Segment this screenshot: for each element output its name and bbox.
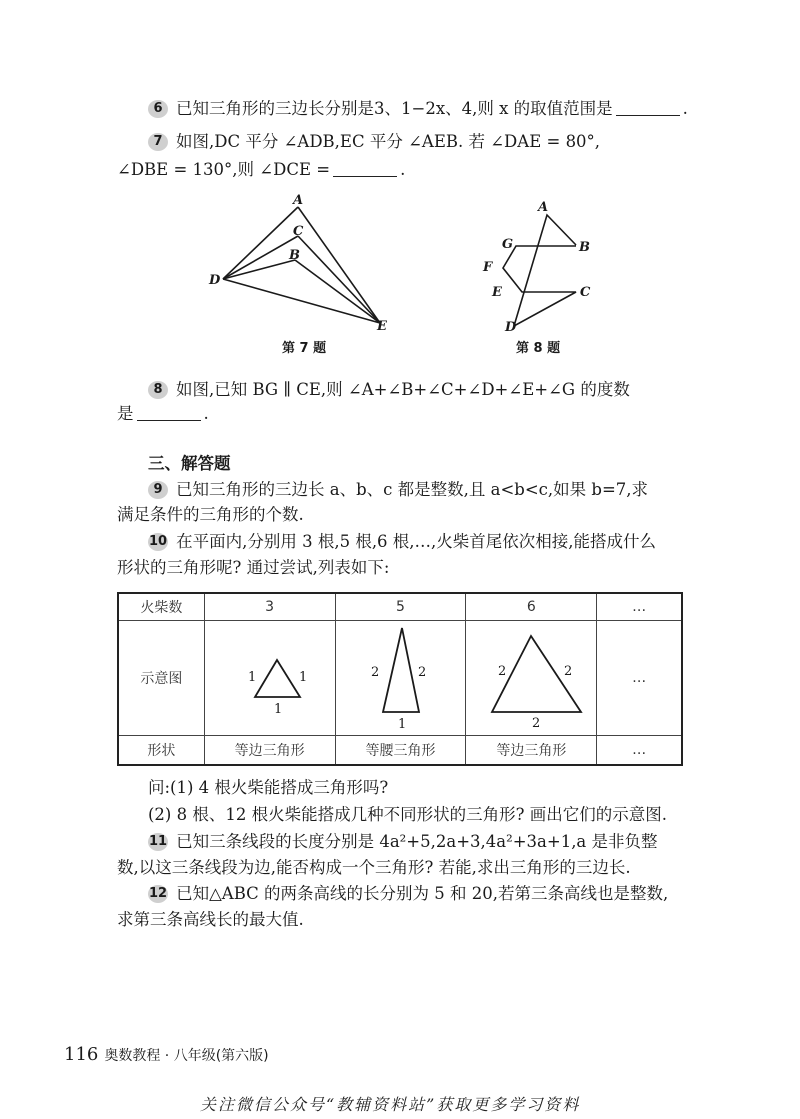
question-number: 8 (148, 381, 168, 399)
label-c: C (580, 285, 591, 300)
question-text: 满足条件的三角形的个数. (117, 505, 304, 524)
figure-8 (470, 190, 610, 360)
question-10 (148, 530, 656, 554)
table-cell: 等边三角形 (204, 736, 335, 766)
side-label: 1 (398, 717, 407, 730)
side-label: 1 (298, 670, 307, 685)
table-cell: 3 (204, 593, 335, 621)
side-label: 2 (532, 716, 541, 730)
question-text: 数,以这三条线段为边,能否构成一个三角形? 若能,求出三角形的三边长. (117, 858, 631, 877)
table-header-cell: 火柴数 (118, 593, 204, 621)
table-cell (466, 621, 597, 736)
label-e: E (492, 285, 502, 300)
question-10-part1: 问:(1) 4 根火柴能搭成三角形吗? (148, 778, 389, 797)
label-b: B (579, 240, 590, 255)
question-number: 12 (149, 886, 168, 901)
figure-7-caption: 第 7 题 (282, 341, 327, 356)
question-9 (148, 478, 648, 502)
question-10-line2 (117, 556, 389, 580)
matchstick-table (117, 592, 683, 766)
segment-ae (298, 207, 380, 323)
side-label: 2 (564, 664, 573, 679)
label-c: C (293, 224, 304, 239)
question-10-part2: (2) 8 根、12 根火柴能搭成几种不同形状的三角形? 画出它们的示意图. (148, 805, 667, 824)
side-label: 2 (418, 665, 427, 680)
section-heading: 三、解答题 (148, 454, 231, 473)
page-number: 116 (64, 1044, 99, 1065)
segment-de (223, 279, 380, 323)
triangle-diagram-6 (471, 622, 591, 730)
table-row (118, 621, 682, 736)
table-cell: 等腰三角形 (335, 736, 466, 766)
label-d: D (209, 273, 221, 288)
question-text: 已知△ABC 的两条高线的长分别为 5 和 20,若第三条高线也是整数, (176, 884, 669, 903)
table-cell (204, 621, 335, 736)
label-d: D (505, 320, 517, 335)
figure-8-outline (503, 215, 576, 326)
label-b: B (289, 248, 300, 263)
question-text: 在平面内,分别用 3 根,5 根,6 根,…,火柴首尾依次相接,能搭成什么 (176, 532, 657, 551)
label-a: A (293, 193, 304, 208)
question-11-line2 (117, 856, 631, 880)
answer-blank (137, 404, 201, 421)
table-header-cell: 示意图 (118, 621, 204, 736)
question-7 (148, 130, 600, 154)
question-text: 已知三条线段的长度分别是 4a²+5,2a+3,4a²+3a+1,a 是非负整 (176, 832, 658, 851)
label-g: G (502, 237, 514, 252)
book-title: 奥数教程 · 八年级(第六版) (104, 1048, 269, 1064)
question-text: 求第三条高线长的最大值. (117, 910, 304, 929)
triangle-diagram-5 (340, 622, 460, 730)
side-label: 2 (371, 665, 380, 680)
triangle-diagram-3 (210, 626, 330, 726)
side-label: 2 (498, 664, 507, 679)
triangle-shape (383, 628, 419, 712)
table-cell: 6 (466, 593, 597, 621)
bottom-note: 关注微信公众号“教辅资料站”获取更多学习资料 (200, 1095, 581, 1114)
table-header-cell: 形状 (118, 736, 204, 766)
question-number: 6 (148, 100, 168, 118)
question-12-line2 (117, 908, 304, 932)
question-11 (148, 830, 658, 854)
label-f: F (483, 260, 493, 275)
question-text: 是 (117, 404, 134, 423)
question-number: 11 (149, 834, 168, 849)
segment-be (295, 260, 380, 323)
label-a: A (538, 200, 549, 215)
table-row (118, 593, 682, 621)
table-cell: … (597, 593, 682, 621)
page-footer (64, 1044, 269, 1065)
table-cell: … (597, 621, 682, 736)
side-label: 1 (273, 702, 282, 717)
question-text: ∠DBE = 130°,则 ∠DCE = (117, 160, 331, 179)
question-text: 形状的三角形呢? 通过尝试,列表如下: (117, 558, 390, 577)
question-12 (148, 882, 668, 906)
question-number: 10 (149, 534, 168, 549)
question-6: 6 已知三角形的三边长分别是3、1−2x、4,则 x 的取值范围是 . (148, 97, 688, 121)
table-row (118, 736, 682, 766)
question-text: 已知三角形的三边长分别是3、1−2x、4,则 x 的取值范围是 (176, 99, 613, 118)
table-cell: 等边三角形 (466, 736, 597, 766)
label-e: E (377, 319, 387, 334)
side-label: 1 (247, 670, 256, 685)
table-cell (335, 621, 466, 736)
table-cell: … (597, 736, 682, 766)
question-text: 已知三角形的三边长 a、b、c 都是整数,且 a<b<c,如果 b=7,求 (176, 480, 649, 499)
figure-8-caption: 第 8 题 (516, 341, 561, 356)
question-number: 7 (148, 133, 168, 151)
question-7-line2: ∠DBE = 130°,则 ∠DCE = . (117, 160, 406, 179)
triangle-shape (255, 660, 300, 697)
table-cell: 5 (335, 593, 466, 621)
answer-blank (616, 99, 680, 116)
question-number: 9 (148, 481, 168, 499)
question-8 (148, 378, 630, 402)
question-text: 如图,已知 BG ∥ CE,则 ∠A+∠B+∠C+∠D+∠E+∠G 的度数 (176, 380, 630, 399)
figure-7 (200, 190, 410, 360)
question-9-line2 (117, 503, 304, 527)
answer-blank (333, 160, 397, 177)
question-8-line2: 是 . (117, 404, 209, 423)
segment-ce (298, 236, 380, 323)
question-text: 如图,DC 平分 ∠ADB,EC 平分 ∠AEB. 若 ∠DAE = 80°, (176, 132, 601, 151)
